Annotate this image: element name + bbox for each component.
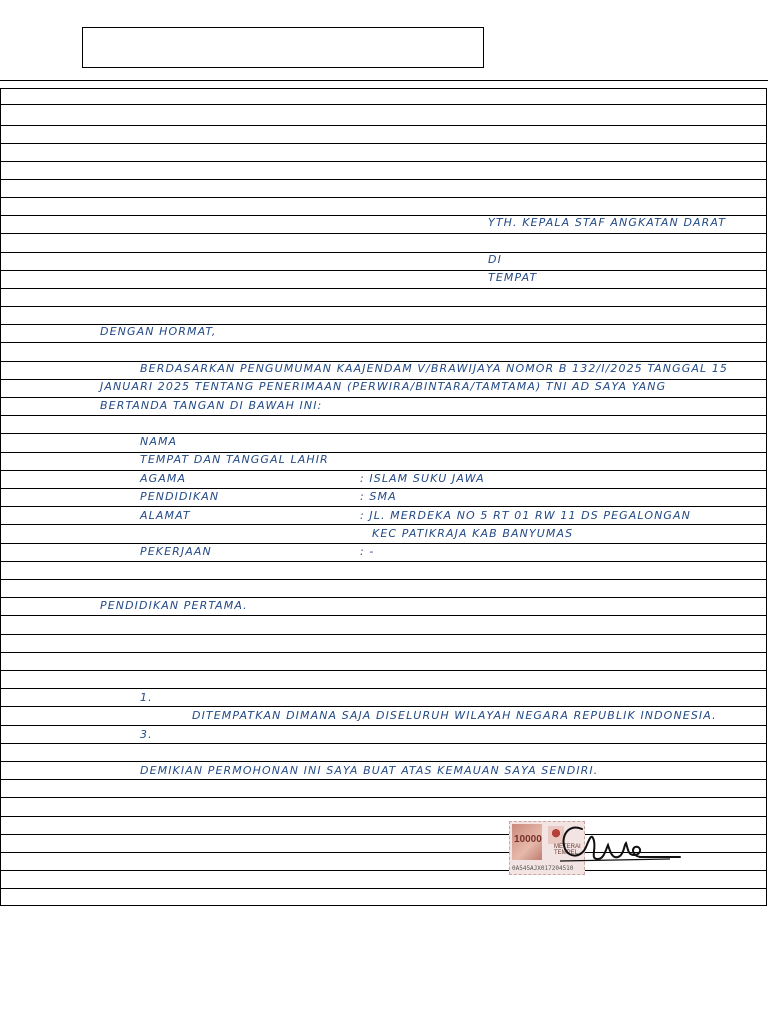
greeting: DENGAN HORMAT, [100, 325, 217, 338]
top-rule [0, 80, 768, 81]
rule-line [0, 743, 767, 744]
rule-line [0, 634, 767, 635]
rule-line [0, 543, 767, 544]
rule-line [0, 561, 767, 562]
alamat-value: : JL. MERDEKA NO 5 RT 01 RW 11 DS PEGALONGAN [360, 509, 691, 522]
rule-line [0, 506, 767, 507]
agama-label: AGAMA [140, 472, 187, 485]
rule-line [0, 233, 767, 234]
stamp-label: METERAI TEMPEL [554, 844, 581, 856]
rule-line [0, 470, 767, 471]
rule-line [0, 288, 767, 289]
rule-line [0, 488, 767, 489]
rule-line [0, 652, 767, 653]
ttl-label: TEMPAT DAN TANGGAL LAHIR [140, 453, 329, 466]
intro-line-3: BERTANDA TANGAN DI BAWAH INI: [100, 399, 323, 412]
header-box [82, 27, 484, 68]
item-2-text: DITEMPATKAN DIMANA SAJA DISELURUH WILAYAH NEGARA REPUBLIK INDONESIA. [192, 709, 717, 722]
intro-line-1: BERDASARKAN PENGUMUMAN KAAJENDAM V/BRAWIJAYA NOMOR B 132/I/2025 TANGGAL 15 [140, 362, 729, 375]
alamat-label: ALAMAT [140, 509, 191, 522]
item-3-number: 3. [140, 728, 153, 741]
rule-line [0, 270, 767, 271]
section-title: PENDIDIKAN PERTAMA. [100, 599, 248, 612]
signature-icon [520, 815, 685, 870]
rule-line [0, 706, 767, 707]
addressee: YTH. KEPALA STAF ANGKATAN DARAT [488, 216, 727, 229]
rule-line [0, 615, 767, 616]
rule-line [0, 888, 767, 889]
rule-line [0, 197, 767, 198]
rule-line [0, 797, 767, 798]
address-tempat: TEMPAT [488, 271, 538, 284]
rule-line [0, 433, 767, 434]
rule-line [0, 125, 767, 126]
agama-value: : ISLAM SUKU JAWA [360, 472, 485, 485]
address-di: DI [488, 253, 502, 266]
rule-line [0, 670, 767, 671]
rule-line [0, 252, 767, 253]
alamat-value-2: KEC PATIKRAJA KAB BANYUMAS [372, 527, 574, 540]
item-1-number: 1. [140, 691, 153, 704]
rule-line [0, 688, 767, 689]
stamp-code: 0A545AJX017204510 [512, 865, 574, 872]
rule-line [0, 870, 767, 871]
rule-line [0, 579, 767, 580]
rule-line [0, 761, 767, 762]
nama-label: NAMA [140, 435, 178, 448]
rule-line [0, 179, 767, 180]
rule-line [0, 725, 767, 726]
rule-line [0, 415, 767, 416]
rule-line [0, 161, 767, 162]
pendidikan-label: PENDIDIKAN [140, 490, 220, 503]
closing-statement: DEMIKIAN PERMOHONAN INI SAYA BUAT ATAS KEMAUAN SAYA SENDIRI. [140, 764, 599, 777]
stamp-value: 10000 [514, 834, 542, 845]
rule-line [0, 597, 767, 598]
rule-line [0, 104, 767, 105]
rule-line [0, 779, 767, 780]
rule-line [0, 143, 767, 144]
pekerjaan-value: : - [360, 545, 375, 558]
rule-line [0, 342, 767, 343]
rule-line [0, 397, 767, 398]
intro-line-2: JANUARI 2025 TENTANG PENERIMAAN (PERWIRA/BINTARA/TAMTAMA) TNI AD SAYA YANG [100, 380, 667, 393]
rule-line [0, 306, 767, 307]
pekerjaan-label: PEKERJAAN [140, 545, 212, 558]
rule-line [0, 524, 767, 525]
pendidikan-value: : SMA [360, 490, 397, 503]
rule-line [0, 452, 767, 453]
